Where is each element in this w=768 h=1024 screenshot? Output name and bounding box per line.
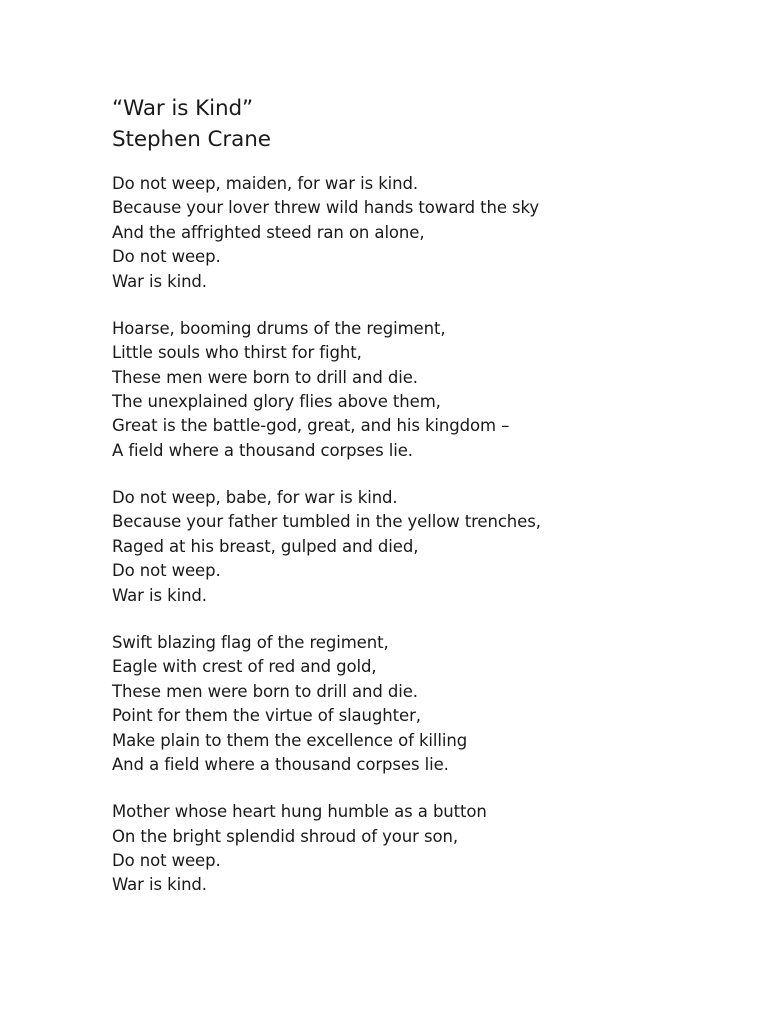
poem-line: War is kind. bbox=[112, 585, 207, 605]
stanza-4 bbox=[112, 631, 712, 777]
poem-line: Do not weep. bbox=[112, 561, 221, 581]
poem-line: Do not weep, babe, for war is kind. bbox=[112, 488, 398, 508]
poem-line: These men were born to drill and die. bbox=[112, 367, 418, 387]
poem-line: War is kind. bbox=[112, 875, 207, 895]
poem-line: Do not weep. bbox=[112, 247, 221, 267]
poem-container bbox=[112, 93, 712, 921]
poem-line: Eagle with crest of red and gold, bbox=[112, 657, 377, 677]
poem-line: Do not weep, maiden, for war is kind. bbox=[112, 174, 419, 193]
poem-line: Little souls who thirst for fight, bbox=[112, 343, 362, 363]
poem-line: Make plain to them the excellence of killing bbox=[112, 730, 468, 750]
poem-line: On the bright splendid shroud of your son, bbox=[112, 826, 458, 846]
poem-body bbox=[112, 172, 712, 898]
poem-line: A field where a thousand corpses lie. bbox=[112, 440, 413, 460]
poem-line: Because your father tumbled in the yellow trenches, bbox=[112, 512, 541, 532]
poem-line: These men were born to drill and die. bbox=[112, 681, 418, 701]
poem-line: Hoarse, booming drums of the regiment, bbox=[112, 318, 446, 338]
poem-line: And the affrighted steed ran on alone, bbox=[112, 222, 425, 242]
poem-author: Stephen Crane bbox=[112, 127, 271, 152]
stanza-2 bbox=[112, 317, 712, 463]
poem-title: “War is Kind” bbox=[112, 96, 254, 121]
poem-line: Because your lover threw wild hands toward the sky bbox=[112, 198, 540, 218]
poem-line: Mother whose heart hung humble as a button bbox=[112, 802, 487, 822]
poem-line: Do not weep. bbox=[112, 850, 221, 870]
poem-line: Point for them the virtue of slaughter, bbox=[112, 706, 421, 726]
poem-line: Great is the battle-god, great, and his kingdom – bbox=[112, 416, 510, 436]
poem-line: The unexplained glory flies above them, bbox=[112, 392, 441, 412]
stanza-5 bbox=[112, 800, 712, 898]
poem-line: Swift blazing flag of the regiment, bbox=[112, 632, 389, 652]
poem-line: Raged at his breast, gulped and died, bbox=[112, 536, 419, 556]
poem-line: And a field where a thousand corpses lie. bbox=[112, 754, 449, 774]
stanza-1 bbox=[112, 172, 712, 294]
poem-line: War is kind. bbox=[112, 271, 207, 291]
stanza-3 bbox=[112, 486, 712, 608]
